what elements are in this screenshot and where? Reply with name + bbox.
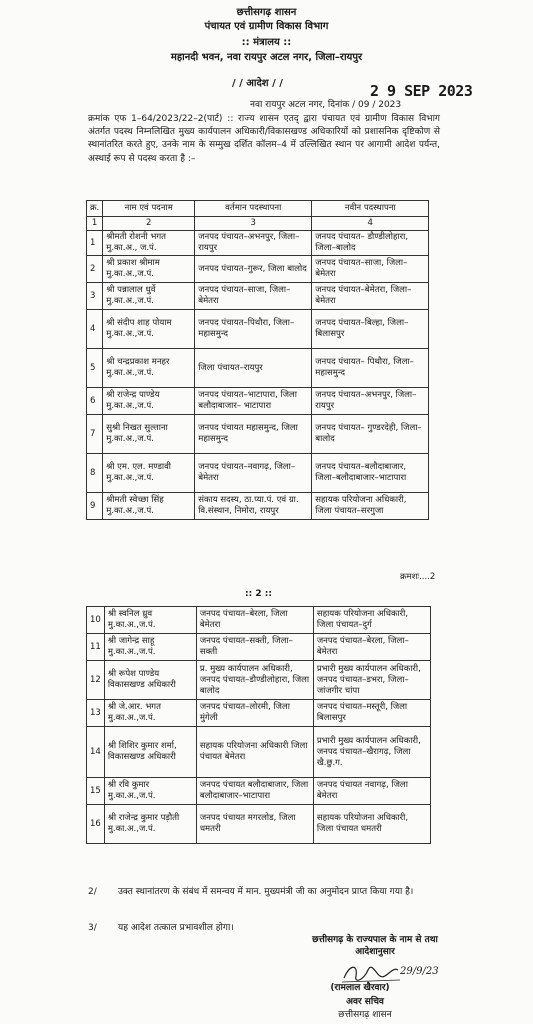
table-row [87, 415, 429, 454]
cell-current-posting: सहायक परियोजना अधिकारी जिला पंचायत बेमेतरा [196, 727, 313, 778]
cell-new-posting: जनपद पंचायत–अभनपुर, जिला–रायपुर [312, 388, 429, 415]
cell-new-posting: प्रभारी मुख्य कार्यपालन अधिकारी, जनपद पंचायत–डभरा, जिला–जांजगीर चांपा [313, 661, 430, 700]
cell-current-posting: जनपद पंचायत–बेरला, जिला बेमेतरा [196, 607, 313, 634]
cell-current-posting: जिला पंचायत–रायपुर [195, 349, 312, 388]
cell-current-posting: जनपद पंचायत–लोरमी, जिला मुंगेली [196, 700, 313, 727]
table-row [87, 283, 429, 310]
department-heading: पंचायत एवं ग्रामीण विकास विभाग [204, 21, 329, 32]
column-number: 3 [195, 217, 312, 231]
cell-name-designation: सुश्री निखत सुल्ताना मु.का.अ.,ज.पं. [103, 415, 195, 454]
cell-new-posting: जनपद पंचायत–बिल्हा, जिला–बिलासपुर [312, 310, 429, 349]
paragraph-text: यह आदेश तत्काल प्रभावशील होगा। [118, 923, 234, 933]
table-row [87, 310, 429, 349]
header-new-posting: नवीन पदस्थापना [312, 201, 429, 217]
cell-name-designation: श्री स्वनिल ध्रुव मु.का.अ.,ज.पं. [104, 607, 196, 634]
paragraph-number: 3/ [88, 923, 97, 933]
cell-new-posting: जनपद पंचायत–साजा, जिला–बेमेतरा [312, 256, 429, 283]
cell-current-posting: जनपद पंचायत–नवागढ़, जिला–बेमेतरा [195, 454, 312, 493]
table-row [87, 231, 429, 256]
cell-serial: 2 [87, 256, 103, 283]
cell-serial: 6 [87, 388, 103, 415]
cell-serial: 15 [87, 778, 105, 805]
paragraph-number: 2/ [88, 887, 97, 897]
signature-authority-line2: आदेशानुसार [355, 947, 395, 957]
ministry-heading: :: मंत्रालय :: [241, 37, 292, 48]
table-row [87, 349, 429, 388]
table-row [87, 454, 429, 493]
cell-serial: 8 [87, 454, 103, 493]
cell-name-designation: श्री जे.आर. भगत मु.का.अ.,ज.पं. [104, 700, 196, 727]
continued-label: क्रमशः....2 [400, 572, 436, 582]
cell-serial: 10 [87, 607, 105, 634]
header-current-posting: वर्तमान पदस्थापना [195, 201, 312, 217]
cell-new-posting: जनपद पंचायत– गुण्डरदेही, जिला–बालोद [312, 415, 429, 454]
cell-new-posting: जनपद पंचायत–बेरला, जिला–बेमेतरा [313, 634, 430, 661]
table-header-row [87, 201, 429, 217]
page-number: :: 2 :: [245, 589, 272, 599]
signatory-designation: अवर सचिव [346, 997, 384, 1007]
cell-current-posting: जनपद पंचायत बलौदाबाजार, जिला बलौदाबाजार–भाटापारा [196, 778, 313, 805]
cell-name-designation: श्री राजेन्द्र पाण्डेय मु.का.अ.,ज.पं. [103, 388, 195, 415]
cell-current-posting: जनपद पंचायत–सक्ती, जिला–सक्ती [196, 634, 313, 661]
cell-new-posting: जनपद पंचायत नवागढ़, जिला बेमेतरा [313, 778, 430, 805]
table-row [87, 700, 431, 727]
table-row [87, 727, 431, 778]
cell-name-designation: श्री शिशिर कुमार शर्मा, विकासखण्ड अधिकारी [104, 727, 196, 778]
cell-name-designation: श्री राजेन्द्र कुमार पड़ौती मु.का.अ.,ज.पं. [104, 805, 196, 844]
paragraph-text: उक्त स्थानांतरण के संबंध में समन्वय में मान. मुख्यमंत्री जी का अनुमोदन प्राप्त किया गया है। [118, 887, 414, 897]
cell-new-posting: सहायक परियोजना अधिकारी, जिला पंचायत धमतरी [313, 805, 430, 844]
cell-serial: 7 [87, 415, 103, 454]
signature-authority-line: छत्तीसगढ़ के राज्यपाल के नाम से तथा [312, 935, 438, 945]
column-number: 2 [103, 217, 195, 231]
transfer-table-page1 [86, 200, 429, 520]
cell-new-posting: सहायक परियोजना अधिकारी, जिला पंचायत–सरगुजा [312, 493, 429, 520]
order-intro-paragraph: क्रमांक एफ 1–64/2023/22–2(पार्ट) :: राज्य शासन एतद् द्वारा पंचायत एवं ग्रामीण विकास विभाग अंतर्गत पदस्थ निम्नलिखित मुख्य कार्यपालन अधिकारी/विकासखण्ड अधिकारियों को प्रशासनिक दृष्टिकोण से स्थानांतरित करते हुए, उनके नाम के सम्मुख दर्शित कॉलम–4 में उल्लिखित स्थान पर आगामी आदेश पर्यन्त, अस्थाई रूप से पदस्थ करता है :– [88, 114, 440, 164]
address-heading: महानदी भवन, नवा रायपुर अटल नगर, जिला–रायपुर [170, 52, 363, 63]
cell-name-designation: श्री संदीप शाह पोयाम मु.का.अ.,ज.पं. [103, 310, 195, 349]
cell-new-posting: जनपद पंचायत–बेमेतरा, जिला–बेमेतरा [312, 283, 429, 310]
cell-name-designation: श्री रवि कुमार मु.का.अ.,ज.पं. [104, 778, 196, 805]
cell-current-posting: जनपद पंचायत महासमुन्द, जिला महासमुन्द [195, 415, 312, 454]
cell-serial: 14 [87, 727, 105, 778]
cell-new-posting: प्रभारी मुख्य कार्यपालन अधिकारी, जनपद पंचायत–खैरागढ़, जिला खै.छु.ग. [313, 727, 430, 778]
cell-name-designation: श्री एम. एल. मण्डावी मु.का.अ.,ज.पं. [103, 454, 195, 493]
cell-name-designation: श्री रूपेश पाण्डेय विकासखण्ड अधिकारी [104, 661, 196, 700]
cell-serial: 11 [87, 634, 105, 661]
cell-new-posting: जनपद पंचायत– पिथौरा, जिला–महासमुन्द [312, 349, 429, 388]
date-stamp: 2 9 SEP 2023 [370, 82, 473, 100]
cell-name-designation: श्री पन्नालाल धुर्वे मु.का.अ.,ज.पं. [103, 283, 195, 310]
cell-serial: 13 [87, 700, 105, 727]
cell-current-posting: संकाय सदस्य, ठा.प्या.पं. एवं ग्रा. वि.संस्थान, निमोरा, रायपुर [195, 493, 312, 520]
cell-current-posting: जनपद पंचायत–पिथौरा, जिला–महासमुन्द [195, 310, 312, 349]
government-heading: छत्तीसगढ़ शासन [236, 7, 297, 18]
cell-serial: 16 [87, 805, 105, 844]
table-row [87, 805, 431, 844]
cell-new-posting: सहायक परियोजना अधिकारी, जिला पंचायत–दुर्ग [313, 607, 430, 634]
cell-serial: 3 [87, 283, 103, 310]
cell-current-posting: जनपद पंचायत–अभनपुर, जिला–रायपुर [195, 231, 312, 256]
cell-serial: 4 [87, 310, 103, 349]
cell-name-designation: श्री जागेन्द्र साहू मु.का.अ.,ज.पं. [104, 634, 196, 661]
cell-name-designation: श्री चन्द्रप्रकाश मनहर मु.का.अ.,ज.पं. [103, 349, 195, 388]
cell-serial: 5 [87, 349, 103, 388]
cell-serial: 1 [87, 231, 103, 256]
table-row [87, 778, 431, 805]
signatory-organisation: छत्तीसगढ़ शासन [338, 1010, 392, 1020]
signatory-name: (रामलाल खैरवार) [330, 983, 390, 993]
table-column-number-row [87, 217, 429, 231]
table-row [87, 607, 431, 634]
handwritten-date: 29/9/23 [400, 966, 439, 977]
table-row [87, 388, 429, 415]
cell-current-posting: जनपद पंचायत मगरलोड, जिला धमतरी [196, 805, 313, 844]
column-number: 4 [312, 217, 429, 231]
table-row [87, 256, 429, 283]
table-row [87, 634, 431, 661]
place-date-line: नवा रायपुर अटल नगर, दिनांक / 09 / 2023 [250, 100, 402, 110]
cell-current-posting: जनपद पंचायत–भाटापारा, जिला बलौदाबाजार– भाटापारा [195, 388, 312, 415]
cell-serial: 9 [87, 493, 103, 520]
table-row [87, 661, 431, 700]
cell-name-designation: श्री प्रकाश श्रीमाम मु.का.अ.,ज.पं. [103, 256, 195, 283]
cell-name-designation: श्रीमती रोशनी भगत मु.का.अ., ज.पं. [103, 231, 195, 256]
column-number: 1 [87, 217, 103, 231]
cell-new-posting: जनपद पंचायत–बलौदाबाजार, जिला–बलौदाबाजार–भाटापारा [312, 454, 429, 493]
cell-serial: 12 [87, 661, 105, 700]
cell-name-designation: श्रीमती स्वेच्छा सिंह मु.का.अ.,ज.पं. [103, 493, 195, 520]
cell-current-posting: जनपद पंचायत–गुरूर, जिला बालोद [195, 256, 312, 283]
cell-current-posting: प्र. मुख्य कार्यपालन अधिकारी, जनपद पंचायत–डौण्डीलोहारा, जिला बालोद [196, 661, 313, 700]
header-name: नाम एवं पदनाम [103, 201, 195, 217]
header-serial: क्र. [87, 201, 103, 217]
cell-current-posting: जनपद पंचायत–साजा, जिला–बेमेतरा [195, 283, 312, 310]
transfer-table-page2 [86, 606, 431, 844]
table-row [87, 493, 429, 520]
order-title: / / आदेश / / [232, 78, 283, 89]
cell-new-posting: जनपद पंचायत– डौण्डीलोहारा, जिला–बालोद [312, 231, 429, 256]
cell-new-posting: जनपद पंचायत–मस्तूरी, जिला बिलासपुर [313, 700, 430, 727]
